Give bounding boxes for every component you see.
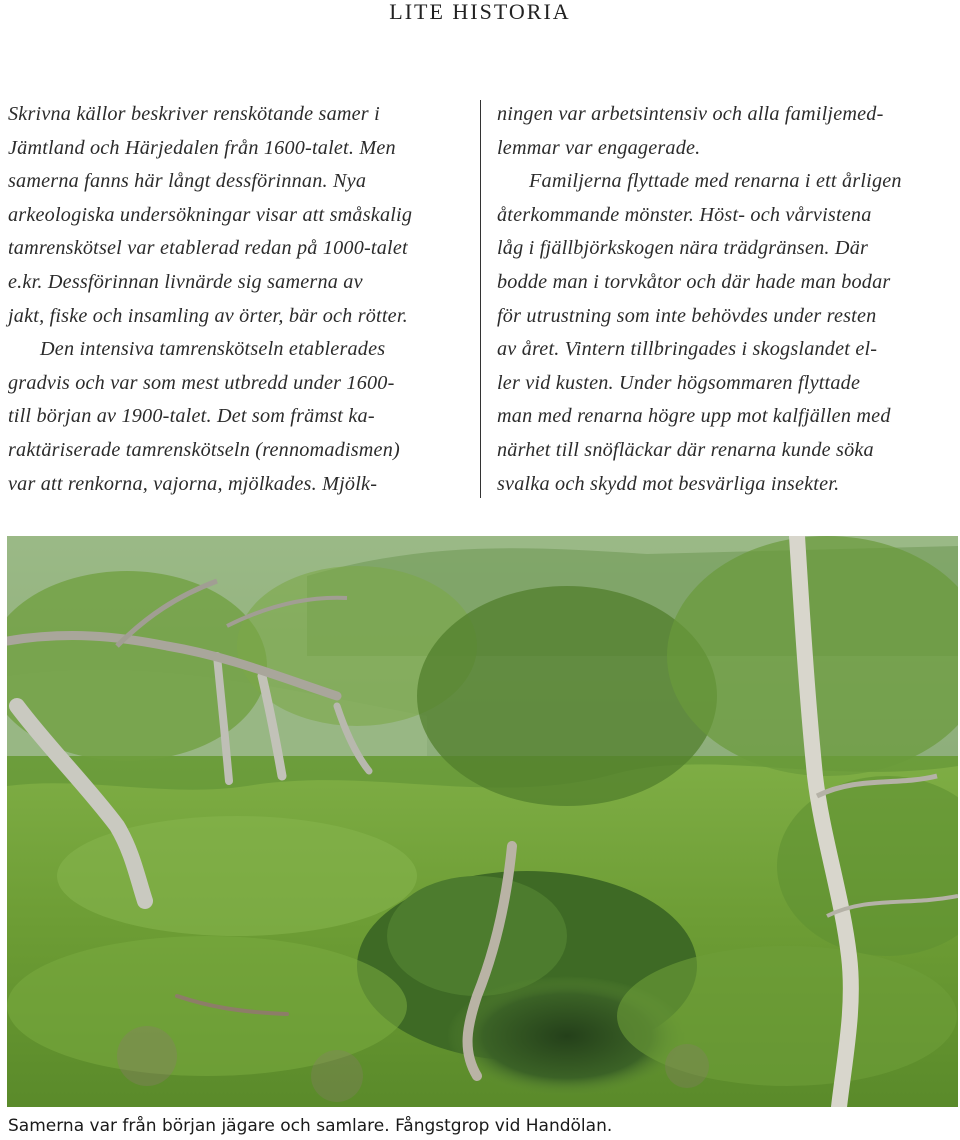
text-line: arkeologiska undersökningar visar att småskalig xyxy=(8,203,413,226)
text-line: Den intensiva tamrenskötseln etablerades xyxy=(40,338,386,361)
text-line: ningen var arbetsintensiv och alla familjemed- xyxy=(497,103,884,125)
text-line: e.kr. Dessförinnan livnärde sig samerna av xyxy=(8,270,363,293)
moss-mound xyxy=(57,816,417,936)
text-line: tamrenskötsel var etablerad redan på 1000-talet xyxy=(8,237,408,260)
text-column-left xyxy=(8,98,463,501)
heather xyxy=(117,1026,177,1086)
text-line: bodde man i torvkåtor och där hade man bodar xyxy=(497,270,891,293)
text-line: var att renkorna, vajorna, mjölkades. Mjölk- xyxy=(8,472,378,495)
text-line: man med renarna högre upp mot kalfjällen med xyxy=(497,405,891,428)
text-line: Jämtland och Härjedalen från 1600-talet. Men xyxy=(8,136,396,159)
text-line: närhet till snöfläckar där renarna kunde söka xyxy=(497,438,874,461)
text-line: ler vid kusten. Under högsommaren flyttade xyxy=(497,371,861,394)
page-heading: LITE HISTORIA xyxy=(389,0,571,24)
text-line: raktäriserade tamrenskötseln (rennomadismen) xyxy=(8,438,400,461)
text-line: svalka och skydd mot besvärliga insekter. xyxy=(497,472,840,495)
text-line: samerna fanns här långt dessförinnan. Nya xyxy=(8,170,367,193)
column-divider xyxy=(480,100,481,498)
heather xyxy=(665,1044,709,1088)
text-line: lemmar var engagerade. xyxy=(497,136,701,159)
text-line: jakt, fiske och insamling av örter, bär och rötter. xyxy=(8,304,408,327)
text-line: av året. Vintern tillbringades i skogslandet el- xyxy=(497,338,878,361)
photo-caption: Samerna var från början jägare och samlare. Fångstgrop vid Handölan. xyxy=(8,1116,613,1136)
text-line: Skrivna källor beskriver renskötande samer i xyxy=(8,103,380,125)
landscape-photo xyxy=(7,536,958,1107)
text-line: gradvis och var som mest utbredd under 1600- xyxy=(8,371,395,394)
foliage-clump xyxy=(417,586,717,806)
text-column-right xyxy=(497,98,957,501)
text-line: återkommande mönster. Höst- och vårvistena xyxy=(497,203,872,226)
text-line: Familjerna flyttade med renarna i ett årligen xyxy=(529,170,902,193)
text-line: låg i fjällbjörkskogen nära trädgränsen. Där xyxy=(497,237,869,260)
heather xyxy=(311,1050,363,1102)
text-line: till början av 1900-talet. Det som främst ka- xyxy=(8,405,375,428)
text-line: för utrustning som inte behövdes under resten xyxy=(497,304,877,327)
